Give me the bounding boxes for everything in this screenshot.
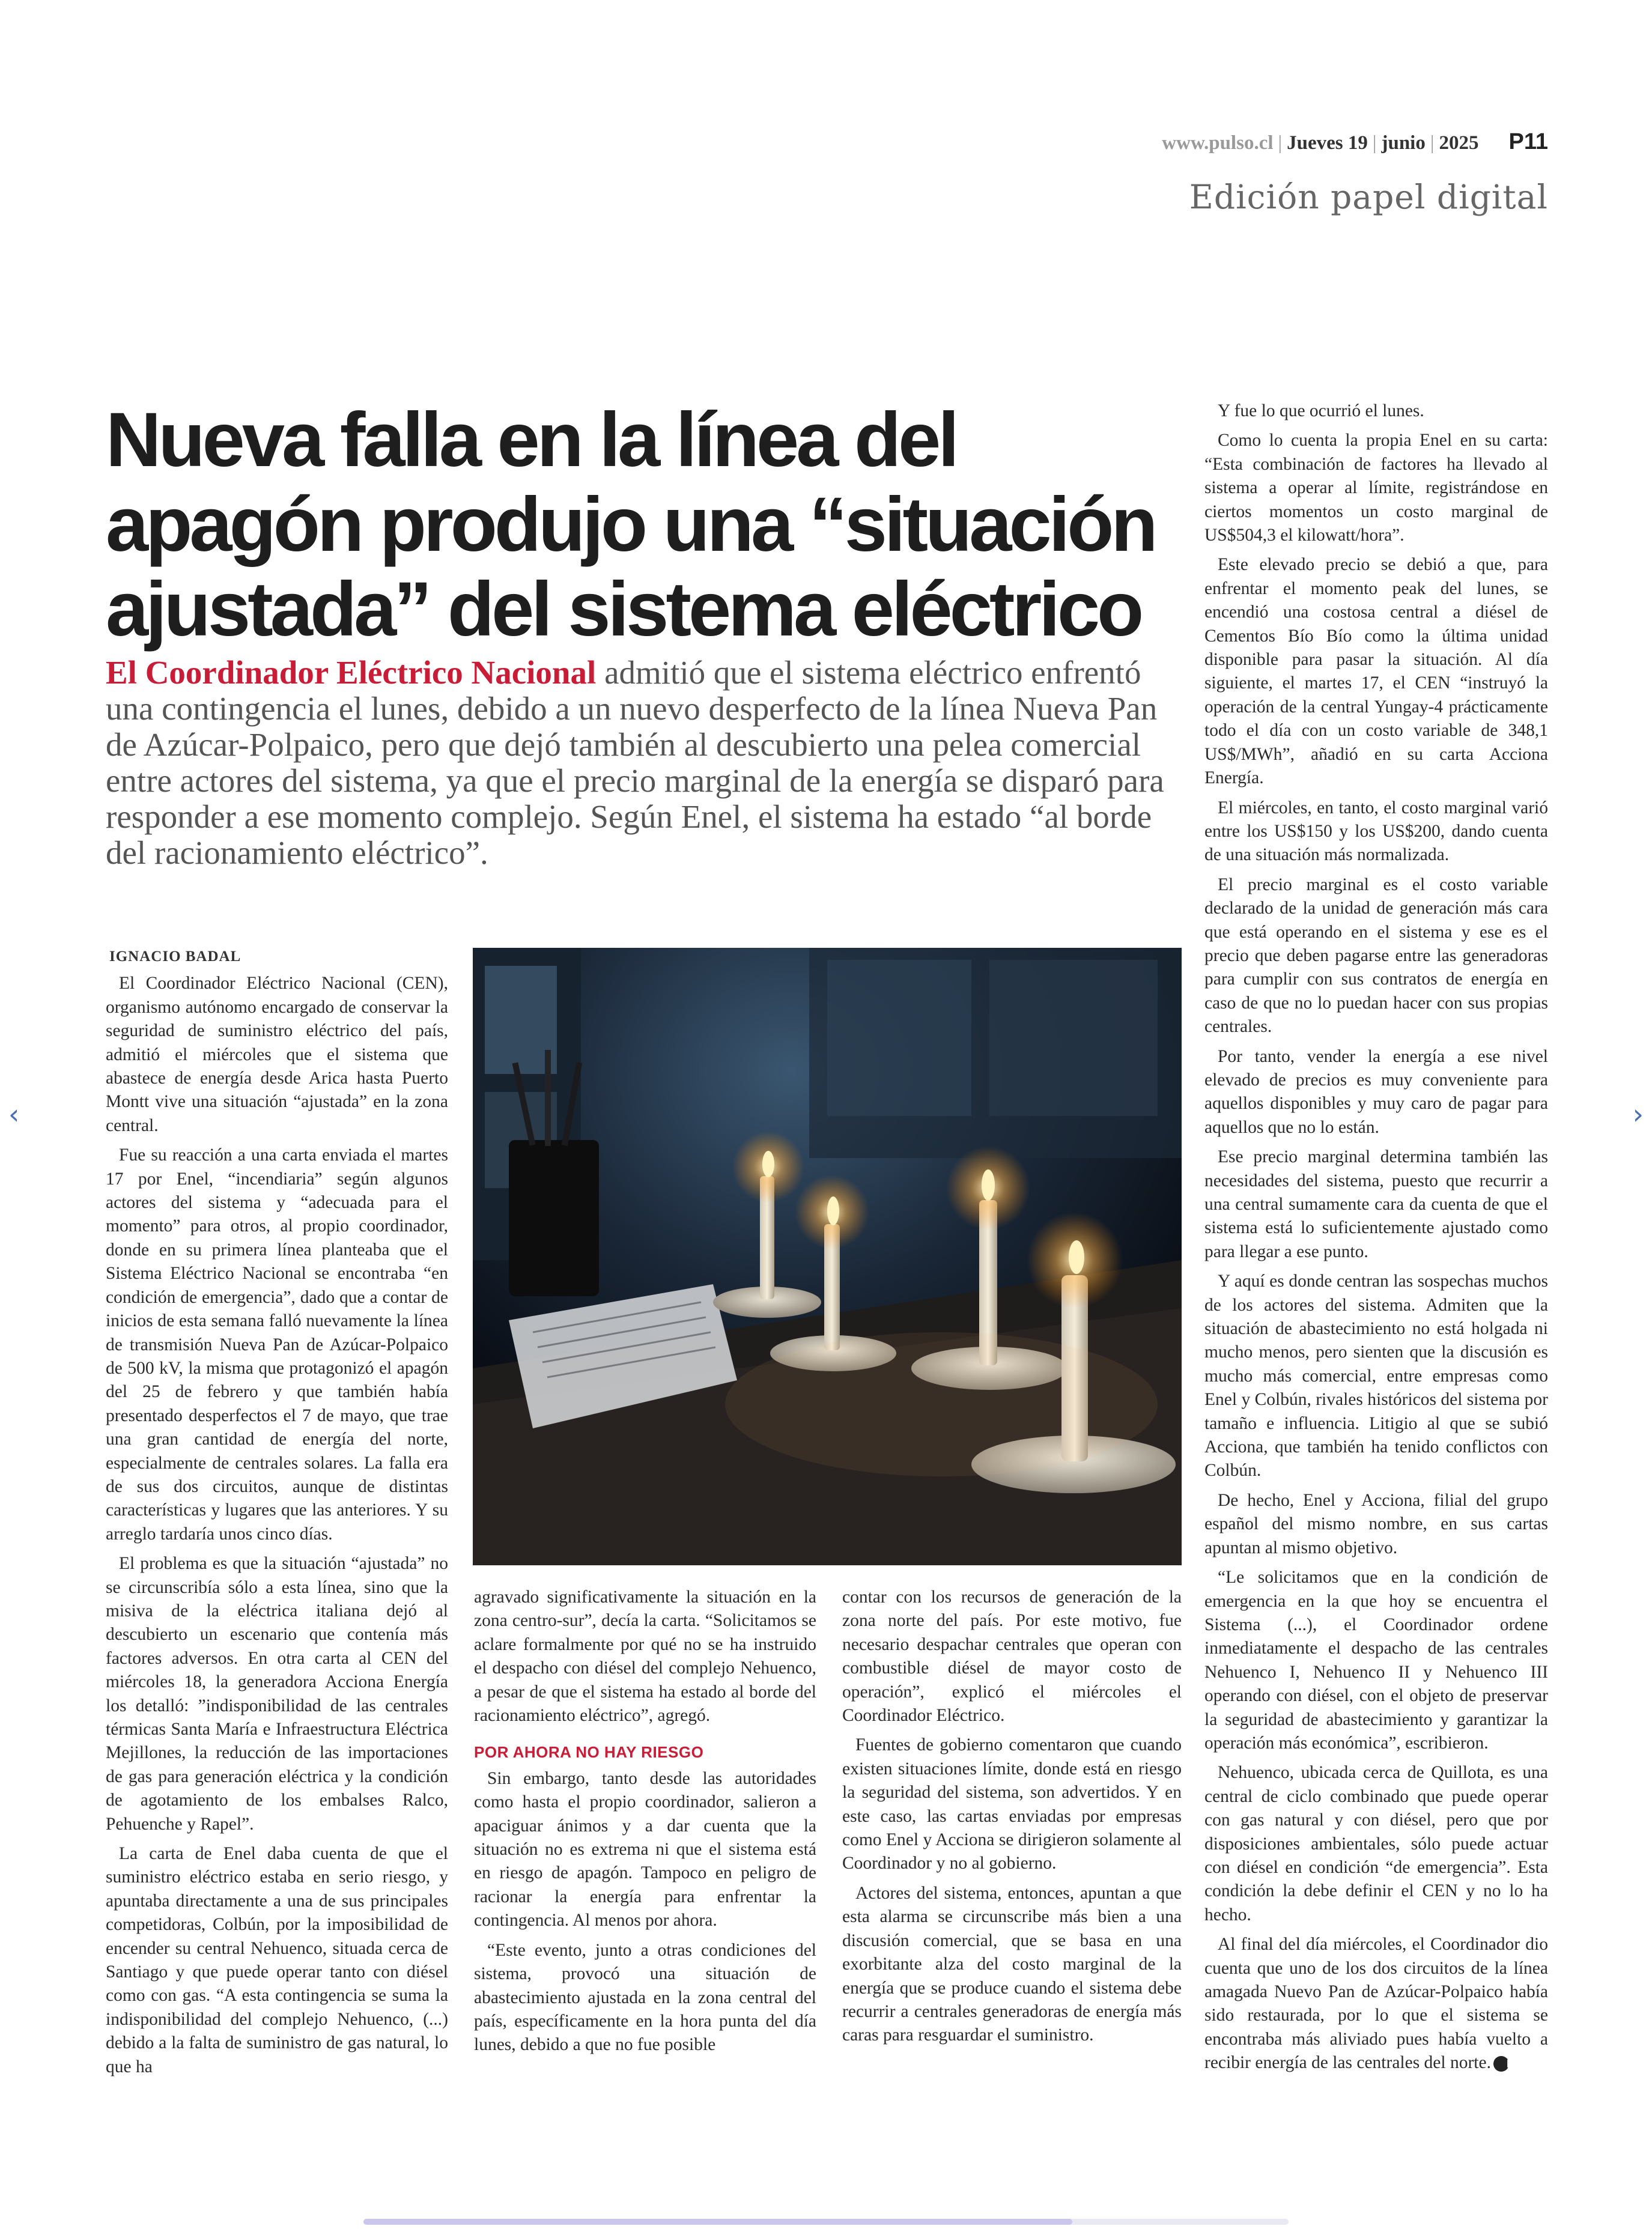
- page-number: P11: [1508, 129, 1548, 154]
- lead-text: admitió que el sistema eléctrico enfrentó una contingencia el lunes, debido a un nuevo desperfecto de la línea Nueva Pan de Azúcar-Polpaico, pero que dejó también al descubierto una pelea comercial entre actores del sistema, ya que el precio marginal de la energía se disparó para responder a ese momento complejo. Según Enel, el sistema ha estado “al borde del racionamiento eléctrico”.: [106, 654, 1164, 871]
- date-weekday: Jueves 19: [1287, 132, 1368, 154]
- paragraph: Este elevado precio se debió a que, para enfrentar el momento peak del lunes, se encendió una costosa central a diésel de Cementos Bío Bío como la última unidad disponible para pasar la situación. Al día siguiente, el martes 17, el CEN “instruyó la operación de la central Yungay-4 prácticamente todo el día con un costo variable de 348,1 US$/MWh”, añadió en su carta Acciona Energía.: [1204, 555, 1548, 788]
- masthead: [1162, 129, 1548, 155]
- paragraph: La carta de Enel daba cuenta de que el suministro eléctrico estaba en serio riesgo, y apuntaba directamente a una de sus principales competidoras, Colbún, por la imposibilidad de encender su central Nehuenco, situada cerca de Santiago y que puede operar tanto con diésel como con gas. “A esta contingencia se suma la indisponibilidad del complejo Nehuenco, (...) debido a la falta de suministro de gas natural, lo que ha: [106, 1844, 448, 2076]
- paragraph: “Le solicitamos que en la condición de emergencia en la que hoy se encuentra el Sistema (...), el Coordinador ordene inmediatamente el despacho de las centrales Nehuenco I, Nehuenco II y Nehuenco III operando con diésel, con el objeto de preservar la seguridad de abastecimiento y garantizar la operación más económica”, escribieron.: [1204, 1568, 1548, 1753]
- paragraph: Nehuenco, ubicada cerca de Quillota, es una central de ciclo combinado que puede operar con gas natural y con diésel, pero que por disposiciones ambientales, sólo puede actuar con diésel en condición “de emergencia”. Esta condición la debe definir el CEN y no lo ha hecho.: [1204, 1763, 1548, 1924]
- next-page-chevron-icon[interactable]: ›: [1632, 1098, 1644, 1130]
- article-column-2: [474, 1586, 816, 2063]
- paragraph: Y fue lo que ocurrió el lunes.: [1218, 401, 1424, 420]
- separator: |: [1430, 132, 1435, 154]
- prev-page-chevron-icon[interactable]: ‹: [8, 1098, 20, 1130]
- article-column-1: [106, 945, 448, 2085]
- article-photo: [473, 948, 1182, 1565]
- paragraph: contar con los recursos de generación de la zona norte del país. Por este motivo, fue necesario despachar centrales que operan con combustible diésel de mayor costo de operación”, explicó el miércoles el Coordinador Eléctrico.: [842, 1588, 1182, 1726]
- paragraph: Fuentes de gobierno comentaron que cuando existen situaciones límite, donde está en riesgo la seguridad del sistema, son advertidos. Y en este caso, las cartas enviadas por empresas como Enel y Acciona se dirigieron solamente al Coordinador y no al gobierno.: [842, 1735, 1182, 1873]
- paragraph: El problema es que la situación “ajustada” no se circunscribía sólo a esta línea, sino que la misiva de la eléctrica italiana dejó al descubierto un escenario que contenía más factores adversos. En otra carta al CEN del miércoles 18, la generadora Acciona Energía los detalló: ”indisponibilidad de las centrales térmicas Santa María e Infraestructura Eléctrica Mejillones, la reducción de las importaciones de gas para generación eléctrica y la condición de agotamiento de los embalses Ralco, Pehuenche y Rapel”.: [106, 1554, 448, 1834]
- candles-photo: [473, 948, 1182, 1565]
- paragraph: El Coordinador Eléctrico Nacional (CEN), organismo autónomo encargado de conservar la seguridad de suministro eléctrico del país, admitió el miércoles que el sistema que abastece de energía desde Arica hasta Puerto Montt vive una situación “ajustada” en la zona central.: [106, 974, 448, 1135]
- paragraph: Ese precio marginal determina también las necesidades del sistema, puesto que recurrir a una central sumamente cara da cuenta de que el sistema está lo suficientemente ajustado como para llegar a ese punto.: [1204, 1147, 1548, 1261]
- site-url: www.pulso.cl: [1162, 132, 1274, 154]
- paragraph: De hecho, Enel y Acciona, filial del grupo español del mismo nombre, en sus cartas apuntan al mismo objetivo.: [1204, 1490, 1548, 1557]
- edition-label: Edición papel digital: [1189, 178, 1548, 216]
- paragraph: Sin embargo, tanto desde las autoridades como hasta el propio coordinador, salieron a apaciguar ánimos y a dar cuenta que la situación no es extrema ni que el sistema está en riesgo de apagón. Tampoco en peligro de racionar la energía para enfrentar la contingencia. Al menos por ahora.: [474, 1768, 816, 1930]
- date-year: 2025: [1439, 132, 1479, 154]
- paragraph-last: [1204, 1933, 1548, 2075]
- date-month: junio: [1381, 132, 1426, 154]
- paragraph: El miércoles, en tanto, el costo marginal varió entre los US$150 y los US$200, dando cuenta de una situación más normalizada.: [1204, 798, 1548, 865]
- section-subhead: POR AHORA NO HAY RIESGO: [474, 1743, 704, 1762]
- paragraph: El precio marginal es el costo variable declarado de la unidad de generación más cara que está operando en el sistema y ese es el precio que deben pagarse entre las generadoras para cumplir con sus contratos de energía en caso de que no lo puedan hacer con sus propias centrales.: [1204, 875, 1548, 1037]
- separator: |: [1278, 132, 1283, 154]
- article-lead: [106, 655, 1187, 871]
- paragraph: Fue su reacción a una carta enviada el martes 17 por Enel, “incendiaria” según algunos actores del sistema y “adecuada para el momento” para otros, al propio coordinador, donde en su primera línea planteaba que el Sistema Eléctrico Nacional se encontraba “en condición de emergencia”, dado que a contar de inicios de esta semana falló nuevamente la línea de transmisión Nueva Pan de Azúcar-Polpaico de 500 kV, la misma que protagonizó el apagón del 25 de febrero y que también había presentado desperfectos el 7 de mayo, que trae una gran cantidad de energía del norte, especialmente de centrales solares. La falla era de sus dos circuitos, aunque de distintas características y lugares que las anteriores. Y su arreglo tardaría unos cinco días.: [106, 1145, 448, 1544]
- article-column-3: [842, 1586, 1182, 2054]
- paragraph: Como lo cuenta la propia Enel en su carta: “Esta combinación de factores ha llevado al sistema a operar al límite, registrándose en ciertos momentos un costo marginal de US$504,3 el kilowatt/hora”.: [1204, 431, 1548, 545]
- paragraph-text: Al final del día miércoles, el Coordinador dio cuenta que uno de los dos circuitos de la línea amagada Nuevo Pan de Azúcar-Polpaico había sido restaurada, por lo que el sistema se encontraba más aliviado pues había vuelto a recibir energía de las centrales del norte.: [1204, 1935, 1548, 2073]
- byline: IGNACIO BADAL: [109, 948, 241, 965]
- paragraph: Por tanto, vender la energía a ese nivel elevado de precios es muy conveniente para aquellos disponibles y muy caro de pagar para aquellos que no lo están.: [1204, 1046, 1548, 1137]
- end-mark-icon: P: [1493, 2056, 1509, 2072]
- paragraph: Y aquí es donde centran las sospechas muchos de los actores del sistema. Admiten que la situación de abastecimiento no está holgada ni mucho menos, pero sienten que la discusión es mucho más comercial, entre empresas como Enel y Colbún, rivales históricos del sistema por tamaño e influencia. Litigio al que se subió Acciona, que también ha tenido conflictos con Colbún.: [1204, 1272, 1548, 1481]
- article-column-4: [1204, 399, 1548, 2081]
- paragraph: “Este evento, junto a otras condiciones del sistema, provocó una situación de abastecimiento ajustada en la zona central del país, específicamente en la hora punta del día lunes, debido a que no fue posible: [474, 1940, 816, 2055]
- lead-highlight: El Coordinador Eléctrico Nacional: [106, 654, 597, 691]
- scroll-thumb[interactable]: [363, 2219, 1072, 2225]
- paragraph: Actores del sistema, entonces, apuntan a que esta alarma se circunscribe más bien a una discusión comercial, que se basa en una exorbitante alza del costo marginal de la energía que se produce cuando el sistema debe recurrir a centrales generadoras de energía más caras para resguardar el suministro.: [842, 1883, 1182, 2045]
- article-headline: Nueva falla en la línea del apagón produjo una “situación ajustada” del sistema eléctrico: [106, 397, 1155, 652]
- paragraph: agravado significativamente la situación en la zona centro-sur”, decía la carta. “Solicitamos se aclare formalmente por qué no se ha instruido el despacho con diésel del complejo Nehuenco, a pesar de que el sistema ha estado al borde del racionamiento eléctrico”, agregó.: [474, 1588, 816, 1726]
- separator: |: [1372, 132, 1377, 154]
